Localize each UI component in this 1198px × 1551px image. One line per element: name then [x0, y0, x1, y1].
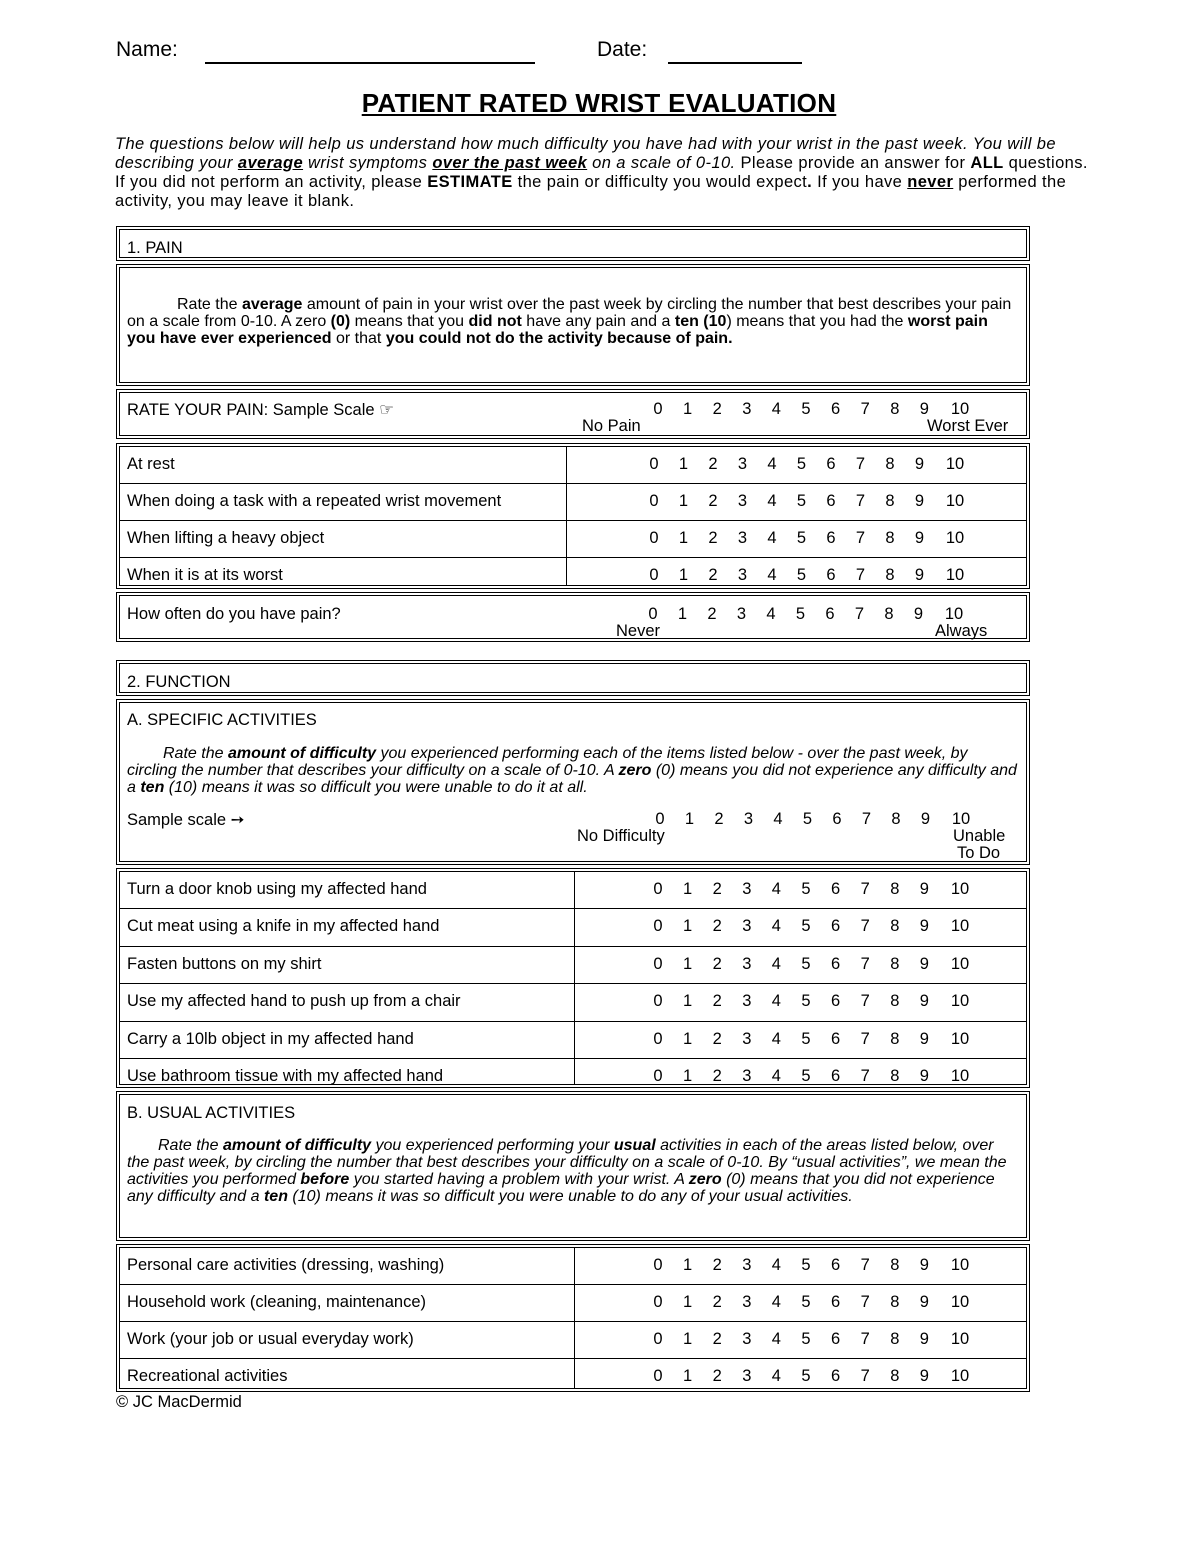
scale-option-3[interactable]: 3: [737, 529, 748, 547]
scale-option-9[interactable]: 9: [919, 880, 929, 898]
name-field[interactable]: [205, 62, 535, 64]
scale-option-3[interactable]: 3: [742, 1256, 752, 1274]
row-divider: [119, 1321, 1027, 1322]
scale-option-6[interactable]: 6: [831, 1367, 841, 1385]
scale-option-1[interactable]: 1: [678, 529, 689, 547]
scale-option-7[interactable]: 7: [860, 880, 870, 898]
specific-sample-high-anchor-2: To Do: [957, 844, 1001, 862]
scale-option-10[interactable]: 10: [950, 1293, 970, 1311]
scale-option-10[interactable]: 10: [951, 810, 971, 828]
scale-option-5[interactable]: 5: [801, 1067, 811, 1085]
scale-option-6[interactable]: 6: [826, 566, 836, 584]
scale-option-8[interactable]: 8: [885, 566, 895, 584]
scale-option-3[interactable]: 3: [742, 917, 752, 936]
specific-activities-instructions: Rate the amount of difficulty you experienced performing each of the items listed below - over the past week, by circling the number that describes your difficulty on a scale of 0-10. A zero (0) means you did not experience any difficulty and a ten (10) means it was so difficult you were unable to do it at all.: [127, 745, 1017, 796]
scale-option-10[interactable]: 10: [950, 992, 970, 1011]
specific-item-label: Turn a door knob using my affected hand: [127, 880, 427, 898]
pain-instructions-box: [116, 264, 1030, 386]
scale-option-3[interactable]: 3: [742, 1067, 752, 1085]
scale-option-6[interactable]: 6: [831, 917, 841, 936]
pain-sample-scale-box: [116, 389, 1030, 439]
pain-sample-high-anchor: Worst Ever: [927, 417, 1009, 435]
scale-option-5[interactable]: 5: [801, 1330, 811, 1348]
function-heading-box: [116, 660, 1030, 696]
scale-option-3[interactable]: 3: [742, 1330, 752, 1348]
scale-option-6[interactable]: 6: [831, 880, 841, 898]
scale-option-0[interactable]: 0: [653, 1330, 663, 1348]
scale-option-9[interactable]: 9: [919, 400, 929, 418]
scale-option-3[interactable]: 3: [736, 605, 747, 623]
scale-option-3[interactable]: 3: [742, 880, 752, 898]
scale-option-4[interactable]: 4: [771, 1367, 781, 1385]
scale-option-10[interactable]: 10: [950, 917, 970, 936]
scale-option-5[interactable]: 5: [796, 529, 807, 547]
scale-option-4[interactable]: 4: [771, 992, 781, 1011]
row-divider: [119, 946, 1027, 947]
scale-option-5[interactable]: 5: [796, 492, 807, 510]
scale-option-5[interactable]: 5: [795, 605, 806, 623]
scale-option-0[interactable]: 0: [649, 566, 659, 584]
scale-option-1[interactable]: 1: [683, 1029, 693, 1048]
scale-option-1[interactable]: 1: [683, 1293, 693, 1311]
scale-option-1[interactable]: 1: [683, 1367, 693, 1385]
scale-option-6[interactable]: 6: [831, 1067, 841, 1085]
scale-option-0[interactable]: 0: [653, 1067, 663, 1085]
column-divider: [574, 1247, 575, 1389]
scale-option-7[interactable]: 7: [860, 1367, 870, 1385]
scale-option-2[interactable]: 2: [712, 992, 722, 1011]
usual-activities-heading: B. USUAL ACTIVITIES: [127, 1104, 296, 1122]
specific-activities-box: [116, 699, 1030, 865]
pain-frequency-high-anchor: Always: [935, 622, 988, 640]
pain-sample-label: RATE YOUR PAIN: Sample Scale ☞: [127, 401, 394, 419]
date-field[interactable]: [668, 62, 802, 64]
specific-sample-label: Sample scale ➙: [127, 811, 245, 829]
scale-option-4[interactable]: 4: [767, 492, 777, 510]
usual-item-label: Work (your job or usual everyday work): [127, 1330, 414, 1348]
scale-option-8[interactable]: 8: [890, 992, 900, 1011]
scale-option-8[interactable]: 8: [890, 400, 900, 418]
pain-instructions: Rate the average amount of pain in your wrist over the past week by circling the number that best describes your pain on a scale from 0-10. A zero (0) means that you did not have any pain and a ten (10) means that you had the worst pain you have ever experienced or that you could not do the activity because of pain.: [127, 296, 1012, 347]
pain-item-label: When it is at its worst: [127, 566, 283, 584]
scale-option-2[interactable]: 2: [707, 605, 717, 623]
row-divider: [119, 1058, 1027, 1059]
scale-option-5[interactable]: 5: [801, 1293, 811, 1311]
scale-option-4[interactable]: 4: [767, 455, 777, 473]
specific-item-label: Use bathroom tissue with my affected hand: [127, 1067, 444, 1085]
usual-item-label: Household work (cleaning, maintenance): [127, 1293, 426, 1311]
scale-option-10[interactable]: 10: [950, 1067, 970, 1085]
scale-option-2[interactable]: 2: [712, 1293, 722, 1311]
scale-option-6[interactable]: 6: [831, 1029, 841, 1048]
scale-option-0[interactable]: 0: [653, 1293, 663, 1311]
scale-option-9[interactable]: 9: [913, 605, 924, 623]
usual-item-label: Personal care activities (dressing, washing): [127, 1256, 445, 1274]
usual-activities-box: [116, 1091, 1030, 1241]
scale-option-3[interactable]: 3: [742, 1029, 752, 1048]
scale-option-6[interactable]: 6: [826, 529, 836, 547]
scale-option-7[interactable]: 7: [861, 810, 872, 828]
column-divider: [574, 871, 575, 1085]
row-divider: [119, 483, 1027, 484]
scale-option-0[interactable]: 0: [649, 529, 659, 547]
scale-option-5[interactable]: 5: [801, 400, 811, 418]
scale-option-1[interactable]: 1: [678, 566, 689, 584]
scale-option-9[interactable]: 9: [919, 1029, 929, 1048]
scale-option-2[interactable]: 2: [708, 529, 718, 547]
scale-option-6[interactable]: 6: [832, 810, 842, 828]
scale-option-4[interactable]: 4: [771, 880, 781, 898]
scale-option-6[interactable]: 6: [831, 992, 841, 1011]
scale-option-8[interactable]: 8: [885, 492, 895, 510]
scale-option-9[interactable]: 9: [914, 566, 925, 584]
scale-option-1[interactable]: 1: [683, 992, 693, 1011]
scale-option-5[interactable]: 5: [796, 566, 807, 584]
scale-option-7[interactable]: 7: [860, 400, 870, 418]
scale-option-9[interactable]: 9: [914, 529, 925, 547]
row-divider: [119, 1021, 1027, 1022]
scale-option-3[interactable]: 3: [742, 400, 752, 418]
scale-option-8[interactable]: 8: [885, 455, 895, 473]
scale-option-7[interactable]: 7: [860, 1293, 870, 1311]
scale-option-5[interactable]: 5: [801, 1367, 811, 1385]
scale-option-2[interactable]: 2: [712, 400, 722, 418]
scale-option-8[interactable]: 8: [885, 529, 895, 547]
scale-option-1[interactable]: 1: [683, 1067, 693, 1085]
pain-item-label: When lifting a heavy object: [127, 529, 325, 547]
scale-option-8[interactable]: 8: [890, 1330, 900, 1348]
scale-option-4[interactable]: 4: [771, 1330, 781, 1348]
scale-option-7[interactable]: 7: [860, 954, 870, 973]
specific-item-label: Fasten buttons on my shirt: [127, 954, 322, 973]
pain-sample-low-anchor: No Pain: [582, 417, 641, 435]
name-label: Name:: [116, 38, 178, 61]
scale-option-4[interactable]: 4: [771, 1293, 781, 1311]
scale-option-5[interactable]: 5: [801, 992, 811, 1011]
scale-option-9[interactable]: 9: [919, 954, 929, 973]
scale-option-10[interactable]: 10: [945, 566, 965, 584]
scale-option-3[interactable]: 3: [737, 455, 748, 473]
scale-option-4[interactable]: 4: [771, 917, 781, 936]
form-title: PATIENT RATED WRIST EVALUATION: [361, 88, 837, 118]
specific-item-label: Carry a 10lb object in my affected hand: [127, 1029, 414, 1048]
scale-option-10[interactable]: 10: [944, 605, 964, 623]
scale-option-10[interactable]: 10: [950, 954, 970, 973]
scale-option-4[interactable]: 4: [766, 605, 776, 623]
scale-option-0[interactable]: 0: [655, 810, 665, 828]
pain-frequency-label: How often do you have pain?: [127, 605, 341, 623]
scale-option-9[interactable]: 9: [919, 917, 929, 936]
scale-option-5[interactable]: 5: [801, 880, 811, 898]
pain-frequency-box: [116, 592, 1030, 642]
scale-option-7[interactable]: 7: [860, 1029, 870, 1048]
scale-option-5[interactable]: 5: [801, 1029, 811, 1048]
scale-option-3[interactable]: 3: [742, 992, 752, 1011]
scale-option-9[interactable]: 9: [914, 455, 925, 473]
scale-option-10[interactable]: 10: [945, 492, 965, 510]
scale-option-8[interactable]: 8: [884, 605, 894, 623]
specific-sample-high-anchor-1: Unable: [953, 827, 1006, 845]
scale-option-7[interactable]: 7: [855, 566, 866, 584]
scale-option-9[interactable]: 9: [919, 1293, 929, 1311]
date-label: Date:: [597, 38, 648, 61]
scale-option-4[interactable]: 4: [767, 529, 777, 547]
usual-activities-instructions: Rate the amount of difficulty you experienced performing your usual activities in each of the areas listed below, over the past week, by circling the number that best describes your difficulty on a scale of 0-10. By “usual activities”, we mean the activities you performed before you started having a problem with your wrist. A zero (0) means that you did not experience any difficulty and a ten (10) means it was so difficult you were unable to do any of your usual activities.: [127, 1137, 1007, 1205]
scale-option-4[interactable]: 4: [771, 400, 781, 418]
scale-option-9[interactable]: 9: [919, 1367, 929, 1385]
scale-option-3[interactable]: 3: [737, 492, 748, 510]
specific-item-label: Use my affected hand to push up from a chair: [127, 992, 461, 1011]
scale-option-6[interactable]: 6: [826, 492, 836, 510]
scale-option-9[interactable]: 9: [919, 1256, 929, 1274]
scale-option-7[interactable]: 7: [855, 455, 866, 473]
scale-option-1[interactable]: 1: [678, 455, 689, 473]
scale-option-6[interactable]: 6: [831, 400, 841, 418]
scale-option-2[interactable]: 2: [712, 917, 722, 936]
scale-option-7[interactable]: 7: [860, 1330, 870, 1348]
scale-option-1[interactable]: 1: [683, 917, 693, 936]
scale-option-1[interactable]: 1: [683, 400, 693, 418]
pain-heading: 1. PAIN: [127, 239, 183, 257]
scale-option-2[interactable]: 2: [712, 1367, 722, 1385]
specific-item-label: Cut meat using a knife in my affected hand: [127, 917, 440, 936]
scale-option-8[interactable]: 8: [890, 954, 900, 973]
scale-option-10[interactable]: 10: [950, 400, 970, 418]
specific-activities-heading: A. SPECIFIC ACTIVITIES: [127, 711, 317, 729]
scale-option-9[interactable]: 9: [919, 1330, 929, 1348]
scale-option-9[interactable]: 9: [919, 1067, 929, 1085]
scale-option-1[interactable]: 1: [683, 1256, 693, 1274]
scale-option-7[interactable]: 7: [860, 1067, 870, 1085]
usual-activities-table: [116, 1244, 1030, 1392]
scale-option-3[interactable]: 3: [742, 1293, 752, 1311]
scale-option-9[interactable]: 9: [919, 992, 929, 1011]
scale-option-4[interactable]: 4: [767, 566, 777, 584]
scale-option-6[interactable]: 6: [831, 1330, 841, 1348]
scale-option-5[interactable]: 5: [802, 810, 813, 828]
scale-option-7[interactable]: 7: [855, 492, 866, 510]
scale-option-5[interactable]: 5: [801, 917, 811, 936]
pain-item-label: When doing a task with a repeated wrist movement: [127, 492, 502, 510]
scale-option-10[interactable]: 10: [950, 1367, 970, 1385]
function-heading: 2. FUNCTION: [127, 673, 231, 691]
scale-option-2[interactable]: 2: [708, 566, 718, 584]
scale-option-3[interactable]: 3: [743, 810, 754, 828]
scale-option-7[interactable]: 7: [860, 917, 870, 936]
scale-option-6[interactable]: 6: [831, 1293, 841, 1311]
scale-option-0[interactable]: 0: [653, 880, 663, 898]
scale-option-5[interactable]: 5: [801, 1256, 811, 1274]
scale-option-8[interactable]: 8: [890, 917, 900, 936]
scale-option-3[interactable]: 3: [742, 1367, 752, 1385]
scale-option-6[interactable]: 6: [826, 455, 836, 473]
pain-items-table: [116, 443, 1030, 589]
scale-option-4[interactable]: 4: [773, 810, 783, 828]
scale-option-10[interactable]: 10: [950, 880, 970, 898]
scale-option-3[interactable]: 3: [742, 954, 752, 973]
scale-option-10[interactable]: 10: [950, 1029, 970, 1048]
scale-option-1[interactable]: 1: [678, 492, 689, 510]
scale-option-7[interactable]: 7: [854, 605, 865, 623]
scale-option-4[interactable]: 4: [771, 1029, 781, 1048]
intro-paragraph: The questions below will help us understand how much difficulty you have had with your wrist in the past week. You will be describing your average wrist symptoms over the past week on a scale of 0-10. Please provide an answer for ALL questions. If you did not perform an activity, please ESTIMATE the pain or difficulty you would expect. If you have never performed the activity, you may leave it blank.: [115, 135, 1088, 210]
row-divider: [119, 557, 1027, 558]
scale-option-0[interactable]: 0: [649, 455, 659, 473]
column-divider: [566, 446, 567, 586]
scale-option-5[interactable]: 5: [796, 455, 807, 473]
scale-option-8[interactable]: 8: [890, 1293, 900, 1311]
scale-option-10[interactable]: 10: [950, 1330, 970, 1348]
row-divider: [119, 908, 1027, 909]
scale-option-0[interactable]: 0: [653, 1367, 663, 1385]
scale-option-1[interactable]: 1: [683, 954, 693, 973]
scale-option-2[interactable]: 2: [712, 1029, 722, 1048]
scale-option-0[interactable]: 0: [653, 1256, 663, 1274]
scale-option-4[interactable]: 4: [771, 1067, 781, 1085]
specific-sample-low-anchor: No Difficulty: [577, 827, 665, 845]
scale-option-4[interactable]: 4: [771, 1256, 781, 1274]
scale-option-1[interactable]: 1: [683, 880, 693, 898]
scale-option-0[interactable]: 0: [653, 400, 663, 418]
scale-option-0[interactable]: 0: [653, 954, 663, 973]
scale-option-0[interactable]: 0: [648, 605, 658, 623]
scale-option-1[interactable]: 1: [684, 810, 695, 828]
scale-option-3[interactable]: 3: [737, 566, 748, 584]
scale-option-0[interactable]: 0: [649, 492, 659, 510]
usual-item-label: Recreational activities: [127, 1367, 288, 1385]
scale-option-2[interactable]: 2: [714, 810, 724, 828]
row-divider: [119, 1284, 1027, 1285]
scale-option-4[interactable]: 4: [771, 954, 781, 973]
specific-activities-table: [116, 868, 1030, 1088]
scale-option-6[interactable]: 6: [831, 954, 841, 973]
scale-option-8[interactable]: 8: [890, 1029, 900, 1048]
scale-option-8[interactable]: 8: [891, 810, 901, 828]
scale-option-2[interactable]: 2: [712, 1256, 722, 1274]
scale-option-8[interactable]: 8: [890, 1067, 900, 1085]
scale-option-6[interactable]: 6: [831, 1256, 841, 1274]
scale-option-0[interactable]: 0: [653, 992, 663, 1011]
pain-heading-box: [116, 226, 1030, 261]
scale-option-8[interactable]: 8: [890, 1256, 900, 1274]
row-divider: [119, 1358, 1027, 1359]
pain-item-label: At rest: [127, 455, 175, 473]
pain-frequency-low-anchor: Never: [616, 622, 661, 640]
scale-option-8[interactable]: 8: [890, 880, 900, 898]
scale-option-2[interactable]: 2: [708, 455, 718, 473]
scale-option-2[interactable]: 2: [712, 880, 722, 898]
scale-option-9[interactable]: 9: [920, 810, 931, 828]
scale-option-1[interactable]: 1: [677, 605, 688, 623]
scale-option-10[interactable]: 10: [950, 1256, 970, 1274]
scale-option-10[interactable]: 10: [945, 455, 965, 473]
scale-option-8[interactable]: 8: [890, 1367, 900, 1385]
scale-option-0[interactable]: 0: [653, 917, 663, 936]
scale-option-7[interactable]: 7: [860, 1256, 870, 1274]
scale-option-9[interactable]: 9: [914, 492, 925, 510]
scale-option-0[interactable]: 0: [653, 1029, 663, 1048]
scale-option-5[interactable]: 5: [801, 954, 811, 973]
scale-option-6[interactable]: 6: [825, 605, 835, 623]
scale-option-2[interactable]: 2: [712, 954, 722, 973]
row-divider: [119, 983, 1027, 984]
scale-option-7[interactable]: 7: [860, 992, 870, 1011]
row-divider: [119, 520, 1027, 521]
scale-option-1[interactable]: 1: [683, 1330, 693, 1348]
scale-option-10[interactable]: 10: [945, 529, 965, 547]
scale-option-2[interactable]: 2: [712, 1330, 722, 1348]
copyright-note: © JC MacDermid: [116, 1393, 242, 1411]
scale-option-7[interactable]: 7: [855, 529, 866, 547]
scale-option-2[interactable]: 2: [712, 1067, 722, 1085]
scale-option-2[interactable]: 2: [708, 492, 718, 510]
